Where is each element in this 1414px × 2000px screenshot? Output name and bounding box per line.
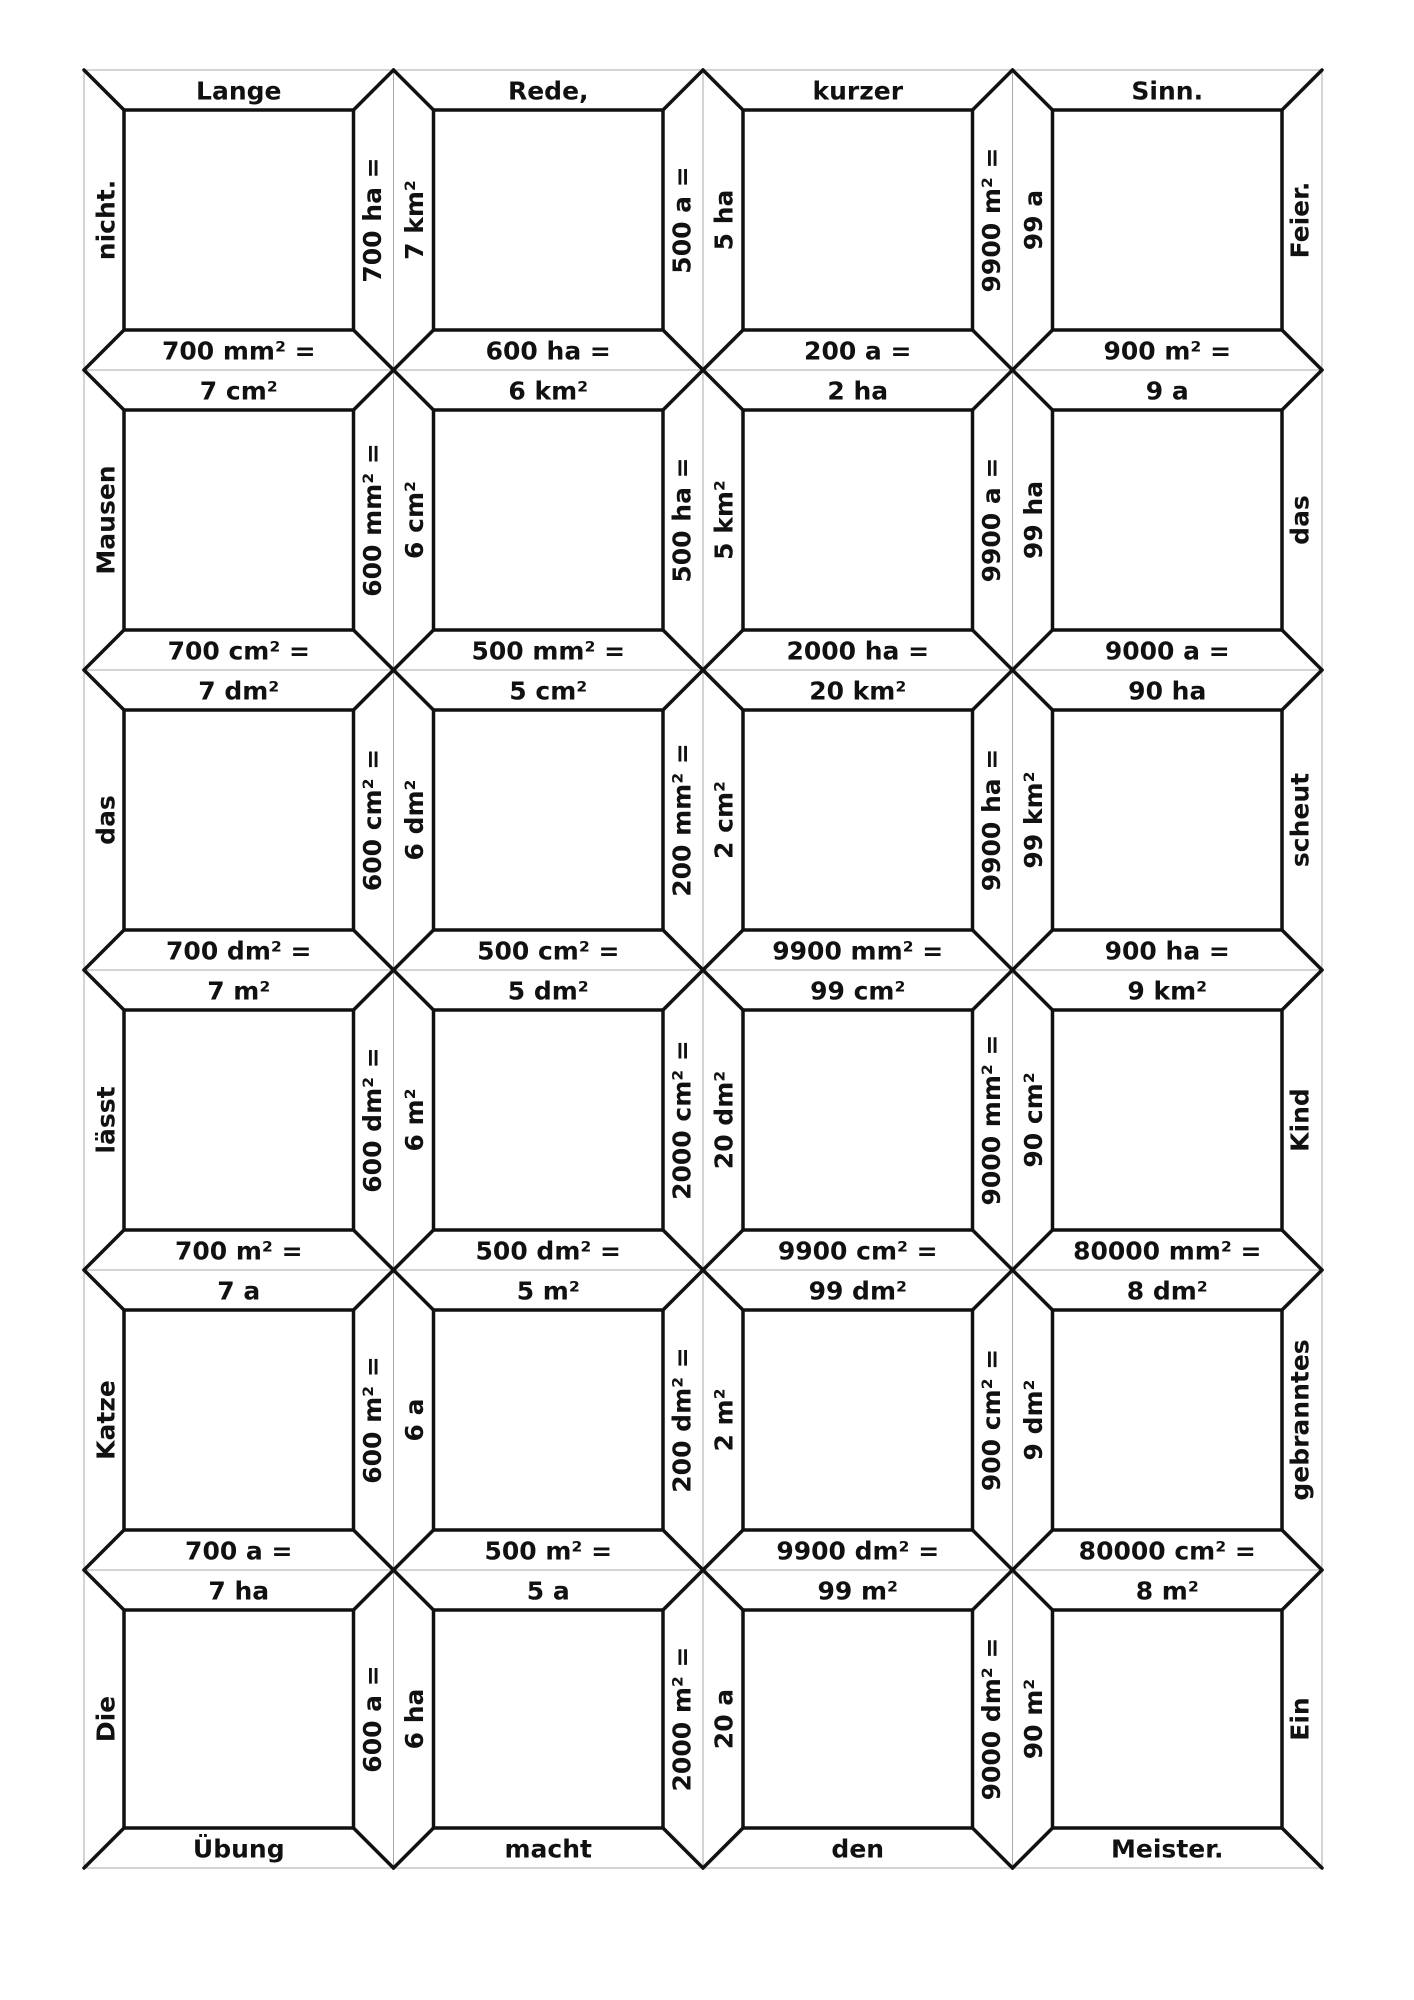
strip-text-bottom: macht <box>504 1834 592 1864</box>
corner-diagonal <box>973 1828 1013 1868</box>
corner-diagonal <box>973 630 1013 670</box>
corner-diagonal <box>394 1828 434 1868</box>
corner-diagonal <box>1282 970 1322 1010</box>
strip-text-top: Rede, <box>507 76 589 106</box>
strip-text-top: 5 cm² <box>509 676 588 706</box>
strip-text-top: 7 ha <box>208 1576 270 1606</box>
corner-diagonal <box>973 330 1013 370</box>
corner-diagonal <box>1282 1230 1322 1270</box>
corner-diagonal <box>354 630 394 670</box>
corner-diagonal <box>703 70 743 110</box>
answer-square <box>743 1610 973 1828</box>
seam-text-left: 200 dm² = <box>667 1347 697 1493</box>
corner-diagonal <box>394 370 434 410</box>
corner-diagonal <box>703 630 743 670</box>
strip-text-bottom: 9900 cm² = <box>777 1236 938 1266</box>
answer-square <box>743 410 973 630</box>
corner-diagonal <box>354 1828 394 1868</box>
seam-text-right: 99 a <box>1019 189 1048 251</box>
answer-square <box>743 1310 973 1530</box>
strip-text-top: 99 dm² <box>808 1276 907 1306</box>
corner-diagonal <box>84 930 124 970</box>
edge-text-right: scheut <box>1285 772 1315 868</box>
seam-text-right: 6 ha <box>400 1688 429 1750</box>
seam-text-right: 6 a <box>400 1398 429 1442</box>
seam-text-right: 20 dm² <box>709 1070 739 1170</box>
corner-diagonal <box>1282 630 1322 670</box>
strip-text-bottom: 9900 dm² = <box>776 1536 940 1566</box>
corner-diagonal <box>394 1230 434 1270</box>
answer-square <box>434 1310 664 1530</box>
corner-diagonal <box>973 370 1013 410</box>
corner-diagonal <box>1282 670 1322 710</box>
answer-square <box>743 710 973 930</box>
corner-diagonal <box>1282 1270 1322 1310</box>
corner-diagonal <box>973 930 1013 970</box>
answer-square <box>434 1010 664 1230</box>
answer-square <box>434 710 664 930</box>
answer-square <box>434 110 664 330</box>
corner-diagonal <box>663 630 703 670</box>
seam-text-left: 500 a = <box>667 166 697 274</box>
strip-text-bottom: 2000 ha = <box>786 636 930 666</box>
seam-text-right: 90 cm² <box>1019 1072 1048 1168</box>
answer-square <box>124 1010 354 1230</box>
strip-text-top: Lange <box>196 76 282 106</box>
corner-diagonal <box>703 370 743 410</box>
seam-text-right: 7 km² <box>400 180 429 260</box>
strip-text-bottom: Meister. <box>1111 1834 1224 1864</box>
corner-diagonal <box>354 1270 394 1310</box>
strip-text-bottom: 9900 mm² = <box>772 936 944 966</box>
seam-text-left: 9900 m² = <box>977 147 1006 293</box>
strip-text-top: 99 cm² <box>810 976 906 1006</box>
corner-diagonal <box>703 330 743 370</box>
corner-diagonal <box>84 630 124 670</box>
answer-square <box>124 410 354 630</box>
corner-diagonal <box>354 370 394 410</box>
corner-diagonal <box>394 330 434 370</box>
edge-text-left: das <box>91 795 121 845</box>
edge-text-left: Die <box>91 1695 121 1743</box>
corner-diagonal <box>703 1230 743 1270</box>
corner-diagonal <box>1013 1828 1053 1868</box>
corner-diagonal <box>973 1270 1013 1310</box>
corner-diagonal <box>663 1270 703 1310</box>
corner-diagonal <box>663 1230 703 1270</box>
corner-diagonal <box>663 1828 703 1868</box>
seam-text-left: 600 mm² = <box>358 443 387 597</box>
corner-diagonal <box>84 1530 124 1570</box>
edge-text-left: Mausen <box>91 465 121 575</box>
answer-square <box>1053 110 1283 330</box>
strip-text-bottom: 700 m² = <box>174 1236 303 1266</box>
corner-diagonal <box>84 1230 124 1270</box>
corner-diagonal <box>703 1270 743 1310</box>
corner-diagonal <box>703 1828 743 1868</box>
corner-diagonal <box>973 1230 1013 1270</box>
seam-text-right: 6 dm² <box>400 779 429 861</box>
seam-text-right: 6 m² <box>400 1088 429 1152</box>
strip-text-top: 90 ha <box>1128 676 1207 706</box>
corner-diagonal <box>663 930 703 970</box>
corner-diagonal <box>394 1270 434 1310</box>
seam-text-left: 9900 ha = <box>977 748 1006 892</box>
edge-text-left: lässt <box>91 1086 121 1154</box>
answer-square <box>743 110 973 330</box>
strip-text-bottom: 500 mm² = <box>471 636 626 666</box>
corner-diagonal <box>1282 1828 1322 1868</box>
strip-text-top: 9 a <box>1145 376 1189 406</box>
seam-text-left: 500 ha = <box>667 457 697 583</box>
corner-diagonal <box>354 970 394 1010</box>
corner-diagonal <box>1013 330 1053 370</box>
strip-text-top: kurzer <box>812 76 904 106</box>
corner-diagonal <box>354 670 394 710</box>
corner-diagonal <box>1013 630 1053 670</box>
corner-diagonal <box>354 1230 394 1270</box>
strip-text-bottom: den <box>831 1834 885 1864</box>
strip-text-top: 99 m² <box>817 1576 898 1606</box>
seam-text-right: 6 cm² <box>400 481 429 559</box>
edge-text-right: gebranntes <box>1285 1339 1315 1501</box>
strip-text-top: 7 a <box>217 1276 261 1306</box>
corner-diagonal <box>973 670 1013 710</box>
strip-text-bottom: 500 cm² = <box>477 936 620 966</box>
strip-text-bottom: 700 cm² = <box>167 636 310 666</box>
corner-diagonal <box>973 970 1013 1010</box>
strip-text-bottom: 600 ha = <box>485 336 611 366</box>
edge-text-right: das <box>1285 495 1315 545</box>
corner-diagonal <box>1013 70 1053 110</box>
strip-text-top: 2 ha <box>827 376 889 406</box>
seam-text-left: 9000 mm² = <box>977 1034 1006 1206</box>
corner-diagonal <box>1013 1230 1053 1270</box>
seam-text-left: 900 cm² = <box>977 1348 1006 1492</box>
strip-text-bottom: 500 m² = <box>484 1536 613 1566</box>
strip-text-bottom: 700 dm² = <box>166 936 312 966</box>
corner-diagonal <box>663 1530 703 1570</box>
corner-diagonal <box>394 1570 434 1610</box>
strip-text-bottom: 80000 cm² = <box>1078 1536 1256 1566</box>
answer-square <box>1053 410 1283 630</box>
corner-diagonal <box>1282 930 1322 970</box>
corner-diagonal <box>1013 970 1053 1010</box>
corner-diagonal <box>663 370 703 410</box>
seam-text-right: 2 cm² <box>709 781 739 859</box>
seam-text-right: 9 dm² <box>1019 1379 1048 1461</box>
strip-text-bottom: 80000 mm² = <box>1073 1236 1262 1266</box>
answer-square <box>124 710 354 930</box>
answer-square <box>434 1610 664 1828</box>
seam-text-left: 2000 m² = <box>667 1646 697 1792</box>
corner-diagonal <box>394 930 434 970</box>
strip-text-top: 8 dm² <box>1126 1276 1208 1306</box>
strip-text-bottom: 500 dm² = <box>475 1236 621 1266</box>
corner-diagonal <box>84 330 124 370</box>
strip-text-bottom: 900 ha = <box>1104 936 1230 966</box>
strip-text-top: 7 m² <box>207 976 271 1006</box>
corner-diagonal <box>354 330 394 370</box>
strip-text-bottom: 200 a = <box>804 336 912 366</box>
edge-text-right: Feier. <box>1285 181 1315 259</box>
strip-text-bottom: 700 mm² = <box>161 336 316 366</box>
answer-square <box>743 1010 973 1230</box>
corner-diagonal <box>1013 1530 1053 1570</box>
strip-text-top: 7 cm² <box>199 376 278 406</box>
corner-diagonal <box>394 1530 434 1570</box>
corner-diagonal <box>1282 370 1322 410</box>
seam-text-right: 5 km² <box>709 480 739 560</box>
strip-text-top: 9 km² <box>1127 976 1208 1006</box>
answer-square <box>124 1610 354 1828</box>
corner-diagonal <box>1282 1530 1322 1570</box>
corner-diagonal <box>1282 330 1322 370</box>
seam-text-left: 600 cm² = <box>358 748 387 892</box>
corner-diagonal <box>973 70 1013 110</box>
seam-text-right: 99 km² <box>1019 771 1048 869</box>
seam-text-right: 20 a <box>709 1688 739 1750</box>
corner-diagonal <box>973 1530 1013 1570</box>
corner-diagonal <box>703 670 743 710</box>
strip-text-top: 7 dm² <box>198 676 280 706</box>
corner-diagonal <box>1013 1570 1053 1610</box>
corner-diagonal <box>84 670 124 710</box>
corner-diagonal <box>1013 370 1053 410</box>
strip-text-top: Sinn. <box>1131 76 1204 106</box>
corner-diagonal <box>663 1570 703 1610</box>
corner-diagonal <box>84 1270 124 1310</box>
corner-diagonal <box>663 70 703 110</box>
seam-text-left: 9000 dm² = <box>977 1637 1006 1801</box>
seam-text-left: 2000 cm² = <box>667 1040 697 1200</box>
edge-text-right: Kind <box>1285 1088 1315 1152</box>
edge-text-left: Katze <box>91 1380 121 1460</box>
corner-diagonal <box>394 70 434 110</box>
corner-diagonal <box>84 370 124 410</box>
corner-diagonal <box>973 1570 1013 1610</box>
seam-text-right: 2 m² <box>709 1388 739 1452</box>
strip-text-bottom: 9000 a = <box>1104 636 1230 666</box>
seam-text-left: 600 m² = <box>358 1356 387 1484</box>
strip-text-bottom: 900 m² = <box>1103 336 1232 366</box>
seam-text-left: 600 a = <box>358 1665 387 1773</box>
corner-diagonal <box>703 1570 743 1610</box>
corner-diagonal <box>1282 1570 1322 1610</box>
seam-text-right: 99 ha <box>1019 480 1048 560</box>
corner-diagonal <box>703 970 743 1010</box>
answer-square <box>124 110 354 330</box>
strip-text-bottom: 700 a = <box>185 1536 293 1566</box>
corner-diagonal <box>703 1530 743 1570</box>
answer-square <box>1053 1010 1283 1230</box>
seam-text-right: 5 ha <box>709 189 739 251</box>
corner-diagonal <box>1013 670 1053 710</box>
answer-square <box>1053 710 1283 930</box>
strip-text-top: 5 a <box>526 1576 570 1606</box>
answer-square <box>124 1310 354 1530</box>
answer-square <box>1053 1610 1283 1828</box>
strip-text-top: 6 km² <box>508 376 589 406</box>
corner-diagonal <box>1013 930 1053 970</box>
corner-diagonal <box>394 970 434 1010</box>
corner-diagonal <box>84 1570 124 1610</box>
corner-diagonal <box>354 1570 394 1610</box>
strip-text-bottom: Übung <box>192 1834 285 1864</box>
corner-diagonal <box>1282 70 1322 110</box>
seam-text-left: 700 ha = <box>358 157 387 283</box>
corner-diagonal <box>394 670 434 710</box>
edge-text-right: Ein <box>1285 1697 1315 1741</box>
corner-diagonal <box>354 930 394 970</box>
corner-diagonal <box>663 670 703 710</box>
corner-diagonal <box>354 70 394 110</box>
corner-diagonal <box>84 1828 124 1868</box>
seam-text-left: 9900 a = <box>977 457 1006 583</box>
edge-text-left: nicht. <box>91 179 121 261</box>
corner-diagonal <box>84 970 124 1010</box>
strip-text-top: 8 m² <box>1135 1576 1199 1606</box>
corner-diagonal <box>703 930 743 970</box>
strip-text-top: 5 m² <box>516 1276 580 1306</box>
seam-text-right: 90 m² <box>1019 1678 1048 1760</box>
corner-diagonal <box>1013 1270 1053 1310</box>
answer-square <box>434 410 664 630</box>
corner-diagonal <box>663 970 703 1010</box>
strip-text-top: 5 dm² <box>507 976 589 1006</box>
strip-text-top: 20 km² <box>809 676 907 706</box>
seam-text-left: 200 mm² = <box>667 743 697 897</box>
seam-text-left: 600 dm² = <box>358 1047 387 1193</box>
answer-square <box>1053 1310 1283 1530</box>
corner-diagonal <box>354 1530 394 1570</box>
corner-diagonal <box>394 630 434 670</box>
corner-diagonal <box>84 70 124 110</box>
corner-diagonal <box>663 330 703 370</box>
